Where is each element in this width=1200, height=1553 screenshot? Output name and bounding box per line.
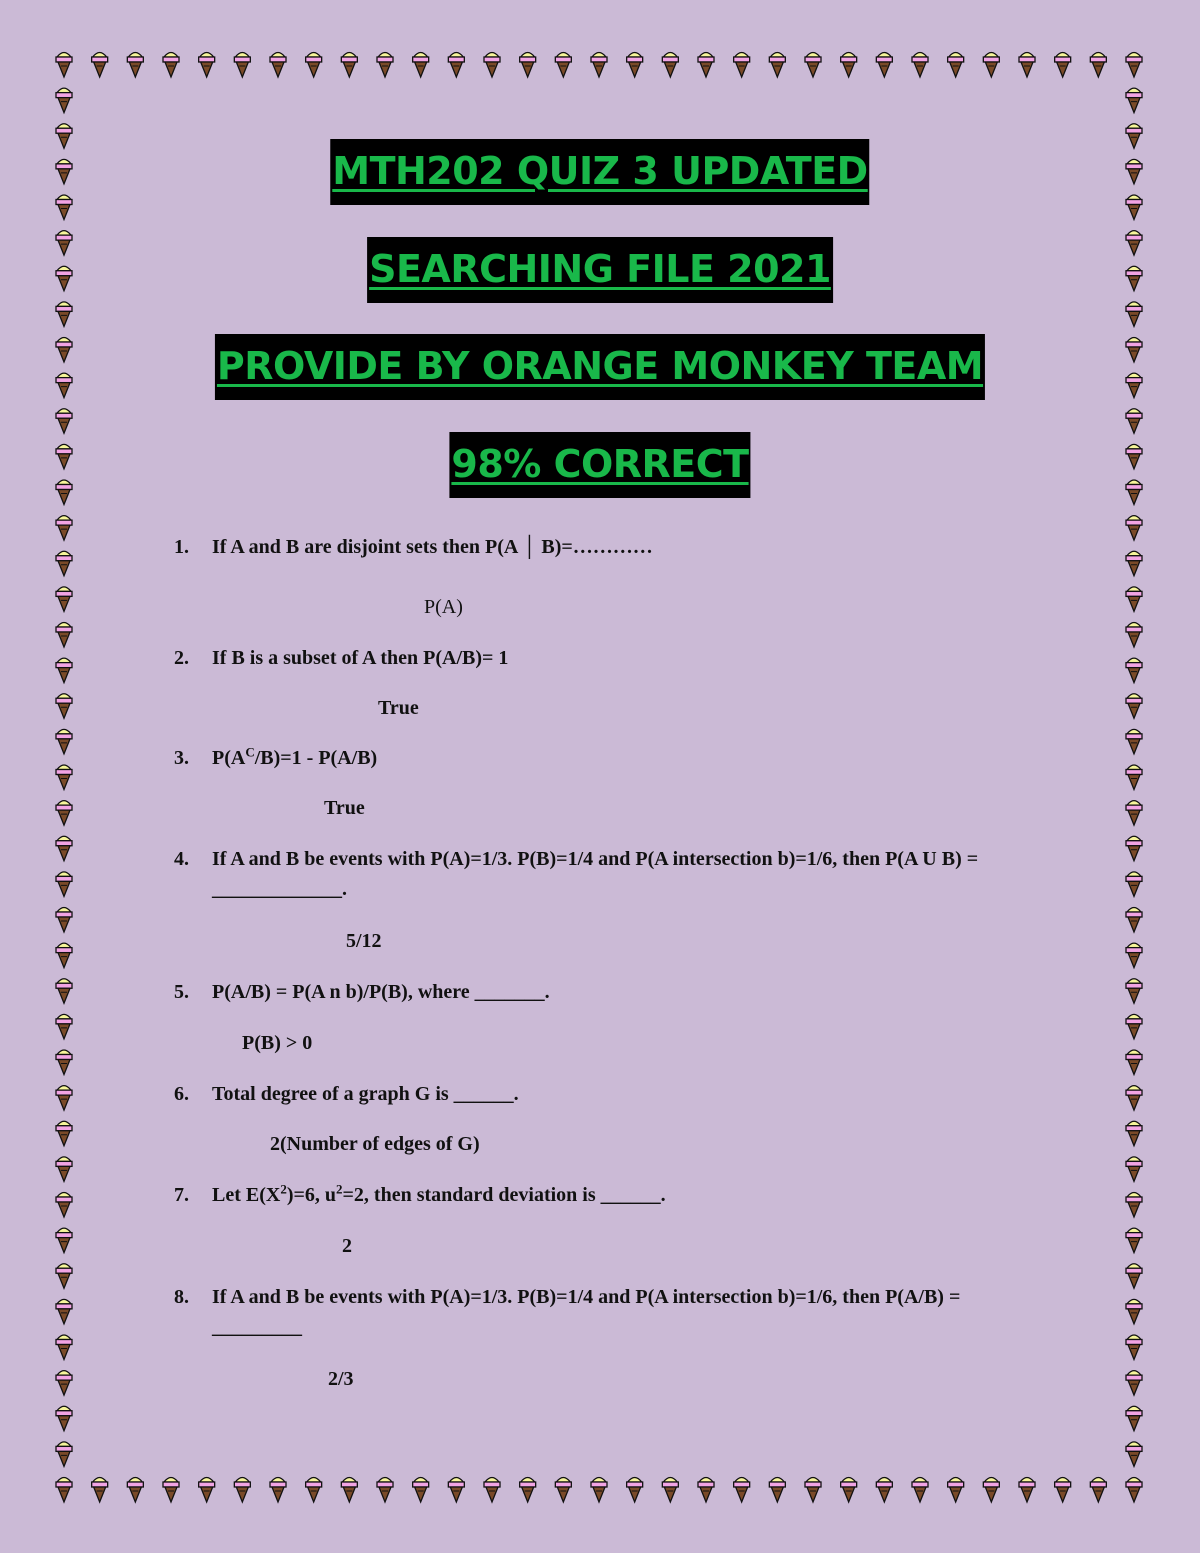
ice-cream-cone-icon [591,53,607,78]
title-line-1: MTH202 QUIZ 3 UPDATED [330,139,869,205]
ice-cream-cone-icon [555,1478,571,1503]
ice-cream-cone-icon [341,53,357,78]
ice-cream-cone-icon [56,1086,72,1111]
ice-cream-cone-icon [306,1478,322,1503]
ice-cream-cone-icon [591,1478,607,1503]
ice-cream-cone-icon [876,53,892,78]
ice-cream-cone-icon [56,444,72,469]
ice-cream-cone-icon [199,1478,215,1503]
ice-cream-cone-icon [1090,53,1106,78]
question-4 [174,844,1054,904]
ice-cream-cone-icon [1055,1478,1071,1503]
ice-cream-cone-icon [56,587,72,612]
ice-cream-cone-icon [1126,765,1142,790]
ice-cream-cone-icon [662,53,678,78]
ice-cream-cone-icon [1126,1193,1142,1218]
ice-cream-cone-icon [805,53,821,78]
ice-cream-cone-icon [555,53,571,78]
ice-cream-cone-icon [734,53,750,78]
ice-cream-cone-icon [163,53,179,78]
ice-cream-cone-icon [769,1478,785,1503]
ice-cream-cone-icon [448,53,464,78]
ice-cream-cone-icon [1126,338,1142,363]
ice-cream-cone-icon [56,979,72,1004]
ice-cream-cone-icon [56,1014,72,1039]
ice-cream-cone-icon [413,53,429,78]
ice-cream-cone-icon [56,338,72,363]
question-text: If A and B be events with P(A)=1/3. P(B)=1/4 and P(A intersection b)=1/6, then P(A/B) = _________ [212,1286,961,1338]
ice-cream-cone-icon [56,943,72,968]
ice-cream-cone-icon [1126,195,1142,220]
ice-cream-cone-icon [56,801,72,826]
question-number: 5. [174,981,189,1003]
ice-cream-cone-icon [127,53,143,78]
ice-cream-cone-icon [56,694,72,719]
ice-cream-cone-icon [56,53,72,78]
ice-cream-cone-icon [413,1478,429,1503]
ice-cream-cone-icon [56,658,72,683]
answer-8: 2/3 [328,1368,354,1390]
question-text: If B is a subset of A then P(A/B)= 1 [212,647,509,669]
question-number: 2. [174,647,189,669]
ice-cream-cone-icon [56,1157,72,1182]
ice-cream-cone-icon [698,53,714,78]
ice-cream-cone-icon [1126,1228,1142,1253]
ice-cream-cone-icon [520,1478,536,1503]
question-number: 7. [174,1184,189,1206]
ice-cream-cone-icon [341,1478,357,1503]
ice-cream-cone-icon [912,1478,928,1503]
title-line-3: PROVIDE BY ORANGE MONKEY TEAM [215,334,985,400]
ice-cream-cone-icon [56,159,72,184]
ice-cream-cone-icon [1126,1299,1142,1324]
answer-7: 2 [342,1235,352,1257]
answer-2: True [378,697,419,719]
ice-cream-cone-icon [948,53,964,78]
ice-cream-cone-icon [56,1121,72,1146]
ice-cream-cone-icon [1126,1050,1142,1075]
ice-cream-cone-icon [56,1264,72,1289]
answer-5: P(B) > 0 [242,1032,313,1054]
ice-cream-cone-icon [484,1478,500,1503]
ice-cream-cone-icon [1126,943,1142,968]
title-line-4: 98% CORRECT [449,432,750,498]
ice-cream-cone-icon [1126,444,1142,469]
ice-cream-cone-icon [1126,1478,1142,1503]
ice-cream-cone-icon [1126,908,1142,933]
ice-cream-cone-icon [948,1478,964,1503]
ice-cream-cone-icon [56,1299,72,1324]
ice-cream-cone-icon [56,1050,72,1075]
ice-cream-cone-icon [1126,302,1142,327]
question-text: $P(A^C/B)=1 - P(A/B)$ [212,744,378,769]
ice-cream-cone-icon [1090,1478,1106,1503]
ice-cream-cone-icon [662,1478,678,1503]
ice-cream-cone-icon [306,53,322,78]
ice-cream-cone-icon [56,409,72,434]
question-number: 6. [174,1083,189,1105]
ice-cream-cone-icon [56,1478,72,1503]
title-line-2: SEARCHING FILE 2021 [367,237,833,303]
ice-cream-cone-icon [1126,587,1142,612]
ice-cream-cone-icon [56,266,72,291]
question-text: If A and B are disjoint sets then P(A │ B)=………… [212,536,653,558]
ice-cream-cone-icon [912,53,928,78]
question-text: Let $E(X^2)=6$, $u^2=2$, then standard deviation is ______. [212,1181,666,1206]
ice-cream-cone-icon [1126,623,1142,648]
ice-cream-cone-icon [1126,1406,1142,1431]
ice-cream-cone-icon [56,480,72,505]
ice-cream-cone-icon [1019,1478,1035,1503]
ice-cream-cone-icon [56,872,72,897]
ice-cream-cone-icon [1126,53,1142,78]
ice-cream-cone-icon [56,302,72,327]
ice-cream-cone-icon [1126,836,1142,861]
ice-cream-cone-icon [234,53,250,78]
ice-cream-cone-icon [1126,1264,1142,1289]
ice-cream-cone-icon [270,53,286,78]
ice-cream-cone-icon [1126,1157,1142,1182]
ice-cream-cone-icon [1019,53,1035,78]
question-5 [174,977,1054,1007]
ice-cream-cone-icon [1126,516,1142,541]
ice-cream-cone-icon [698,1478,714,1503]
ice-cream-cone-icon [56,1371,72,1396]
ice-cream-cone-icon [270,1478,286,1503]
ice-cream-cone-icon [484,53,500,78]
ice-cream-cone-icon [1126,658,1142,683]
ice-cream-cone-icon [1055,53,1071,78]
ice-cream-cone-icon [1126,1442,1142,1467]
answer-6: 2(Number of edges of G) [270,1133,480,1155]
ice-cream-cone-icon [127,1478,143,1503]
ice-cream-cone-icon [1126,88,1142,113]
ice-cream-cone-icon [56,729,72,754]
ice-cream-cone-icon [56,516,72,541]
ice-cream-cone-icon [199,53,215,78]
ice-cream-cone-icon [56,1442,72,1467]
question-text: If A and B be events with P(A)=1/3. P(B)=1/4 and P(A intersection b)=1/6, then P(A U B) = _____________. [212,848,979,900]
ice-cream-cone-icon [983,53,999,78]
ice-cream-cone-icon [1126,231,1142,256]
ice-cream-cone-icon [1126,266,1142,291]
ice-cream-cone-icon [56,765,72,790]
ice-cream-cone-icon [377,53,393,78]
ice-cream-cone-icon [841,1478,857,1503]
question-number: 1. [174,536,189,558]
question-text: P(A/B) = P(A n b)/P(B), where _______. [212,981,550,1003]
ice-cream-cone-icon [1126,872,1142,897]
ice-cream-cone-icon [1126,409,1142,434]
ice-cream-cone-icon [876,1478,892,1503]
ice-cream-cone-icon [1126,1086,1142,1111]
ice-cream-cone-icon [56,1228,72,1253]
question-8 [174,1282,1054,1342]
ice-cream-cone-icon [56,1193,72,1218]
ice-cream-cone-icon [734,1478,750,1503]
ice-cream-cone-icon [520,53,536,78]
ice-cream-cone-icon [1126,159,1142,184]
question-7 [174,1180,1054,1210]
ice-cream-cone-icon [56,195,72,220]
ice-cream-cone-icon [627,53,643,78]
ice-cream-cone-icon [56,373,72,398]
ice-cream-cone-icon [769,53,785,78]
ice-cream-cone-icon [1126,729,1142,754]
ice-cream-cone-icon [234,1478,250,1503]
question-6 [174,1079,1054,1109]
ice-cream-cone-icon [841,53,857,78]
ice-cream-cone-icon [1126,801,1142,826]
ice-cream-cone-icon [56,623,72,648]
ice-cream-cone-icon [92,53,108,78]
ice-cream-cone-icon [163,1478,179,1503]
ice-cream-cone-icon [1126,480,1142,505]
ice-cream-cone-icon [1126,373,1142,398]
question-1 [174,532,1054,562]
ice-cream-cone-icon [377,1478,393,1503]
answer-3: True [324,797,365,819]
question-text: Total degree of a graph G is ______. [212,1083,519,1105]
ice-cream-cone-icon [56,1335,72,1360]
ice-cream-cone-icon [983,1478,999,1503]
question-2 [174,643,1054,673]
ice-cream-cone-icon [1126,551,1142,576]
question-3 [174,743,1054,773]
ice-cream-cone-icon [1126,1371,1142,1396]
ice-cream-cone-icon [56,231,72,256]
ice-cream-cone-icon [56,1406,72,1431]
question-number: 4. [174,848,189,870]
ice-cream-cone-icon [448,1478,464,1503]
ice-cream-cone-icon [1126,124,1142,149]
ice-cream-cone-icon [805,1478,821,1503]
ice-cream-cone-icon [1126,1335,1142,1360]
ice-cream-cone-icon [56,551,72,576]
ice-cream-cone-icon [1126,1014,1142,1039]
question-number: 8. [174,1286,189,1308]
ice-cream-cone-icon [56,908,72,933]
ice-cream-cone-icon [1126,694,1142,719]
question-number: 3. [174,747,189,769]
ice-cream-cone-icon [56,88,72,113]
ice-cream-cone-icon [92,1478,108,1503]
ice-cream-cone-icon [1126,1121,1142,1146]
ice-cream-cone-icon [627,1478,643,1503]
answer-1: P(A) [424,596,463,618]
ice-cream-cone-icon [1126,979,1142,1004]
answer-4: 5/12 [346,930,382,952]
ice-cream-cone-icon [56,124,72,149]
ice-cream-cone-icon [56,836,72,861]
